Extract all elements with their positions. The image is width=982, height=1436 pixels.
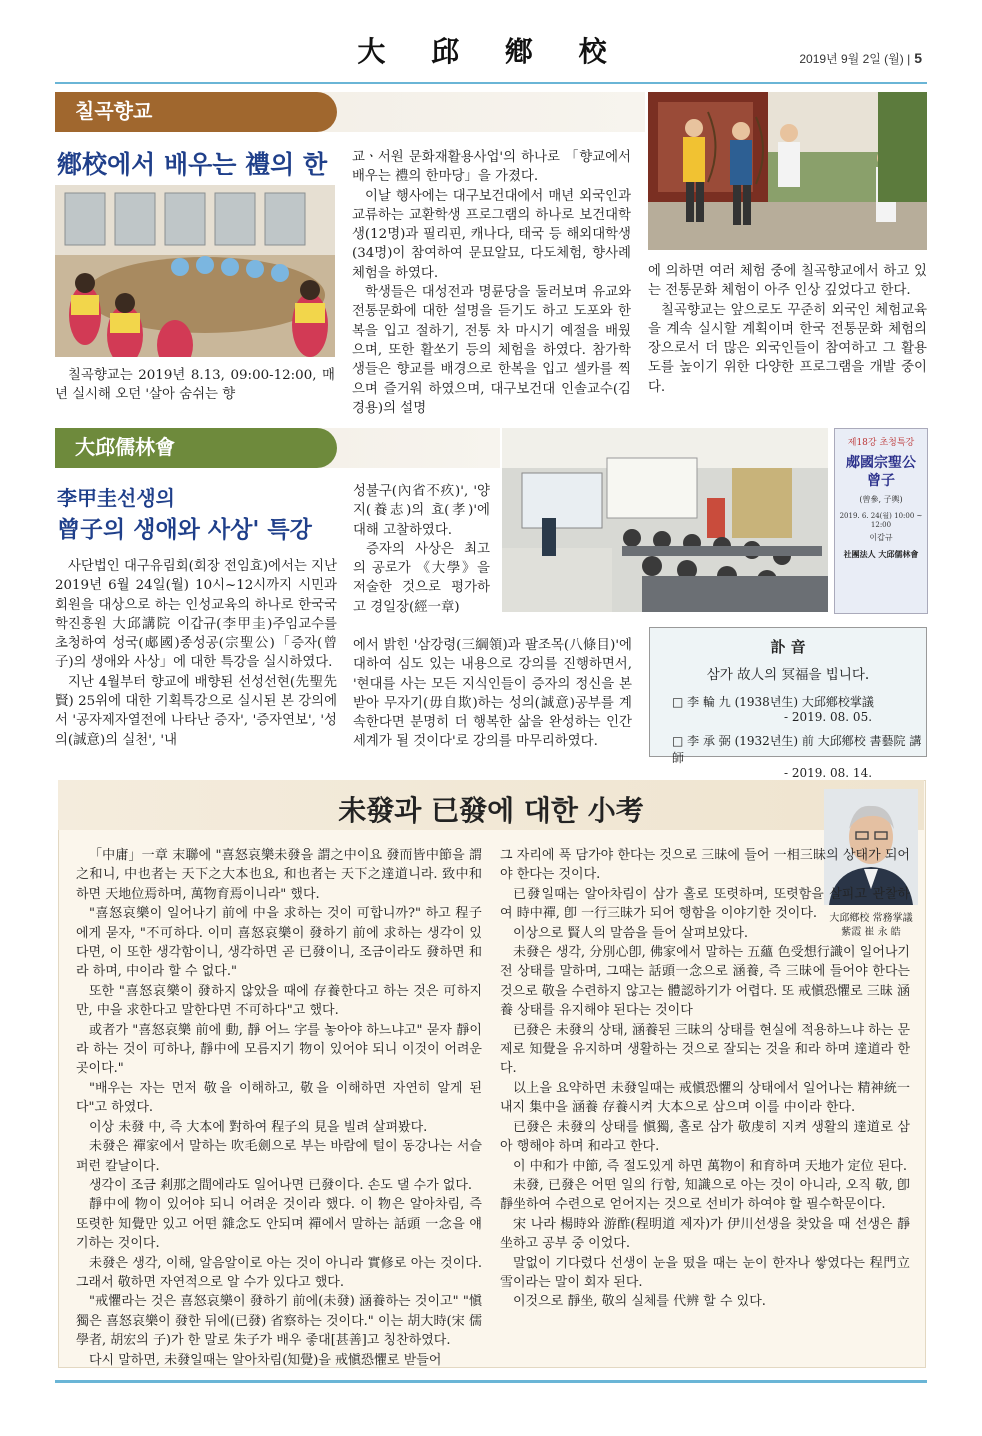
paragraph: 칠곡향교는 앞으로도 꾸준히 외국인 체험교육을 계속 실시할 계획이며 한국 전통문화 체험의 장으로서 더 많은 외국인들이 참여하고 그 활용도를 높이기 위한 다양한 프로그램을 개발 중이다. bbox=[648, 302, 927, 395]
poster-sub: (曾參, 子輿) bbox=[859, 495, 903, 504]
poster-title: 郕國宗聖公 曾子 bbox=[846, 455, 916, 489]
obituary-subtitle: 삼가 故人의 冥福을 빕니다. bbox=[706, 667, 870, 683]
obituary-item-date: - 2019. 08. 14. bbox=[784, 766, 873, 780]
top-rule bbox=[55, 82, 927, 84]
masthead-title: 大 邱 鄕 校 bbox=[357, 35, 625, 68]
paragraph: 학생들은 대성전과 명륜당을 둘러보며 유교와 전통문화에 대한 설명을 듣기도 하고 도포와 한복을 입고 절하기, 전통 차 마시기 예절을 배웠으며, 또한 활쏘기 등의 체험을 하였다. 참가학생들은 향교를 배경으로 한복을 입고 셀카를 찍으며 즐거워 하였으며, 대구보건대 인솔교수(김경용)의 설명 bbox=[352, 285, 631, 416]
paragraph: 已發은 未發의 상태를 愼獨, 홀로 삼가 敬虔히 지켜 생활의 達道로 삼아 행해야 하며 和라고 한다. bbox=[500, 1119, 910, 1155]
obituary-item-date: - 2019. 08. 05. bbox=[784, 710, 873, 724]
article-headline: 鄕校에서 배우는 禮의 한 bbox=[57, 150, 328, 179]
obituary-item-name: □ 李 輪 九 (1938년生) 大邱鄕校掌議 bbox=[672, 695, 874, 709]
paragraph: 사단법인 대구유림회(회장 전임효)에서는 지난 2019년 6월 24일(월) 10시~12시까지 시민과 회원을 대상으로 하는 인성교육의 하나로 한국국학진흥원 大邱講院 이갑규(李甲圭)주임교수를 초청하여 성국(郕國)종성공(宗聖公)「증자(曾子)의 생애와 사상」에 대한 특강을 실시하였다. bbox=[55, 559, 337, 671]
section-tab-yurim: 大邱儒林會 bbox=[55, 428, 337, 468]
section-tab-chilgok: 칠곡향교 bbox=[55, 92, 337, 132]
paragraph: 未發은 禪家에서 말하는 吹毛劍으로 부는 바람에 털이 동강나는 서슬 퍼런 칼날이다. bbox=[76, 1139, 482, 1174]
article-headline: 曾子의 생애와 사상' 특강 bbox=[57, 516, 312, 543]
issue-date: 2019년 9월 2일 (월) | bbox=[799, 52, 911, 66]
article-col-1 bbox=[55, 557, 337, 750]
paragraph: 증자의 사상은 최고의 공로가 《大學》을 저술한 것으로 평가하고 경일장(經一章) bbox=[353, 541, 490, 615]
paragraph: 「中庸」一章 末聯에 "喜怒哀樂未發을 謂之中이요 發而皆中節을 謂之和니, 中也者는 天下之大本也요, 和也者는 天下之達道니라. 致中和하면 天地位焉하며, 萬物育焉이니라" 했다. bbox=[76, 848, 482, 902]
article-col-2-top bbox=[353, 482, 490, 617]
paragraph: "배우는 자는 먼저 敬을 이해하고, 敬을 이해하면 자연히 알게 된다"고 하였다. bbox=[76, 1080, 482, 1116]
paragraph: 未發, 已發은 어떤 일의 行함, 知識으로 아는 것이 아니라, 오직 敬, 卽 靜坐하여 수련으로 얻어지는 것으로 선비가 하여야 할 필수학문이다. bbox=[500, 1177, 910, 1213]
paragraph: 교ㆍ서원 문화재활용사업'의 하나로 「향교에서 배우는 禮의 한마당」을 가졌다. bbox=[352, 150, 631, 185]
paragraph: 생각이 조금 剎那之間에라도 일어나면 已發이다. 손도 댈 수가 없다. bbox=[89, 1177, 473, 1193]
author-name: 紫霞 崔 永 皓 bbox=[841, 927, 901, 938]
paragraph: 말없이 기다렸다 선생이 눈을 떴을 때는 눈이 한자나 쌓였다는 程門立雪이라는 말이 회자 된다. bbox=[500, 1255, 910, 1290]
author-role: 大邱鄕校 常務掌議 bbox=[829, 913, 913, 924]
paragraph: 靜中에 物이 있어야 되니 어려운 것이라 했다. 이 物은 알아차림, 즉 또렷한 知覺만 있고 어떤 雜念도 안되며 禪에서 말하는 話頭 一念을 얘기하는 것이다. bbox=[76, 1197, 482, 1252]
paragraph: 에서 밝힌 '삼강령(三綱領)과 팔조목(八條目)'에 대하여 심도 있는 내용으로 강의를 진행하면서, '현대를 사는 모든 지식인들이 증자의 정신을 본받아 무자기(毋自欺)하는 성의(誠意)공부를 계속한다면 분명히 더 행복한 삶을 완성하는 인간세계가 될 것이다'로 강의를 마무리하였다. bbox=[353, 638, 632, 750]
article-col-2-bottom bbox=[353, 636, 632, 752]
photo-archery bbox=[648, 92, 927, 250]
lecture-poster bbox=[834, 428, 928, 614]
caption-text: 칠곡향교는 2019년 8.13, 09:00-12:00, 매년 실시해 오던 '살아 숨쉬는 향 bbox=[55, 368, 335, 403]
article-col-2 bbox=[352, 148, 631, 418]
obituary-box bbox=[649, 627, 927, 780]
paragraph: 以上을 요약하면 未發일때는 戒愼恐懼의 상태에서 일어나는 精神統一 내지 集中을 涵養 存養시켜 大本으로 삼으며 이를 中이라 한다. bbox=[500, 1080, 910, 1116]
obituary-title: 訃 音 bbox=[770, 638, 806, 656]
paragraph: 지난 4월부터 향교에 배향된 선성선현(先聖先賢) 25위에 대한 기획특강으로 실시된 본 강의에서 '공자제자열전에 나타난 증자', '증자연보', '성의(誠意)의 실천', '내 bbox=[55, 674, 337, 748]
poster-info: 2019. 6. 24(월) 10:00 ~ 12:00 bbox=[839, 512, 923, 529]
paragraph: "喜怒哀樂이 일어나기 前에 中을 求하는 것이 可합니까?" 하고 程子에게 묻자, "不可하다. 이미 喜怒哀樂이 發하기 前에 求하는 생각이 있다면, 이 또한 생각함이니, 생각하면 곧 已發이니, 조금이라도 發하면 和라 하며, 中이라 할 수 없다." bbox=[76, 906, 482, 980]
bottom-rule bbox=[55, 1380, 927, 1383]
paragraph: "戒懼라는 것은 喜怒哀樂이 發하기 前에(未發) 涵養하는 것이고" "愼獨은 喜怒哀樂이 發한 뒤에(已發) 省察하는 것이다." 이는 胡大時(宋 儒學者, 胡宏의 子)가 한 말로 朱子가 배우 좋대[甚善]고 칭찬하였다. bbox=[76, 1294, 482, 1349]
obituary-item-name: □ 李 承 弼 (1932년生) 前 大邱鄕校 書藝院 講師 bbox=[672, 734, 922, 765]
essay-col-right bbox=[500, 846, 910, 1312]
photo-caption bbox=[55, 366, 335, 405]
article-col-3 bbox=[648, 262, 927, 397]
paragraph: 이상으로 賢人의 말씀을 들어 살펴보았다. bbox=[513, 925, 749, 941]
paragraph: 이것으로 靜坐, 敬의 실체를 代辨 할 수 있다. bbox=[513, 1294, 766, 1310]
paragraph: 未發은 생각, 이해, 알음알이로 아는 것이 아니라 實修로 아는 것이다. 그래서 敬하면 자연적으로 알 수가 있다고 했다. bbox=[76, 1255, 482, 1290]
obituary-list bbox=[650, 683, 926, 780]
paragraph: 已發은 未發의 상태, 涵養된 三昧의 상태를 현실에 적용하느냐 하는 문제로 知覺을 유지하며 생활하는 것으로 잘되는 것을 和라 하며 達道라 한다. bbox=[500, 1022, 910, 1077]
paragraph: 그 자리에 푹 담가야 한다는 것으로 三昧에 들어 一相三昧의 상태가 되어야 한다는 것이다. bbox=[500, 848, 910, 883]
paragraph: 또한 "喜怒哀樂이 發하지 않았을 때에 存養한다고 하는 것은 可하지만, 中을 求한다고 말한다면 不可하다"고 했다. bbox=[76, 983, 482, 1019]
photo-lecture-hall bbox=[502, 428, 828, 612]
paragraph: 未發은 생각, 分別心卽, 佛家에서 말하는 五蘊 色受想行識이 일어나기 전 상태를 말하며, 그때는 話頭一念으로 涵養, 즉 三昧에 들어야 한다는 것으로 敬을 수련하지 않고는 體認하기가 어렵다. 또 戒愼恐懼로 三昧 涵養 상태를 유지해야 된다는 것이다 bbox=[500, 945, 910, 1019]
paragraph: 已發일때는 알아차림이 삼가 홀로 또렷하며, 또렷함을 살피고 관찰하여 時中禪, 卽 一行三昧가 되어 행함을 이야기한 것이다. bbox=[500, 886, 910, 922]
paragraph: 성불구(內省不疚)', '양지(養志)의 효(孝)'에 대해 고찰하였다. bbox=[353, 484, 490, 538]
essay-title: 未發과 已發에 대한 小考 bbox=[338, 794, 644, 827]
page-number: 5 bbox=[914, 50, 922, 66]
paragraph: 이날 행사에는 대구보건대에서 매년 외국인과 교류하는 교환학생 프로그램의 하나로 보건대학생(12명)과 필리핀, 캐나다, 태국 등 해외대학생(34명)이 참여하여 문묘알묘, 다도체험, 향사례 체험을 하였다. bbox=[352, 188, 631, 281]
article-headline-kicker: 李甲圭선생의 bbox=[57, 486, 175, 510]
paragraph: 에 의하면 여러 체험 중에 칠곡향교에서 하고 있는 전통문화 체험이 아주 인상 깊었다고 한다. bbox=[648, 264, 927, 299]
photo-tea-ceremony bbox=[55, 185, 335, 357]
poster-org: 社團法人 大邱儒林會 bbox=[843, 549, 919, 559]
dateline bbox=[799, 50, 922, 67]
paragraph: 다시 말하면, 未發일때는 알아차림(知覺)을 戒愼恐懼로 받들어 bbox=[89, 1352, 442, 1368]
essay-col-left bbox=[76, 846, 482, 1370]
paragraph: 或者가 "喜怒哀樂 前에 動, 靜 어느 字를 놓아야 하느냐고" 묻자 靜이라 하는 것이 可하나, 靜中에 모름지기 物이 있어야 되니 이것이 어려운 곳이다." bbox=[76, 1022, 482, 1077]
poster-lecturer: 이갑규 bbox=[869, 533, 893, 542]
paragraph: 이 中和가 中節, 즉 절도있게 하면 萬物이 和育하며 天地가 定位 된다. bbox=[513, 1158, 907, 1174]
paragraph: 宋 나라 楊時와 游酢(程明道 제자)가 伊川선생을 찾았을 때 선생은 靜坐하고 공부 중 이었다. bbox=[500, 1216, 910, 1252]
poster-top: 제18강 초청특강 bbox=[847, 438, 915, 448]
paragraph: 이상 未發 中, 즉 大本에 對하여 程子의 見을 빌려 살펴봤다. bbox=[89, 1119, 428, 1135]
